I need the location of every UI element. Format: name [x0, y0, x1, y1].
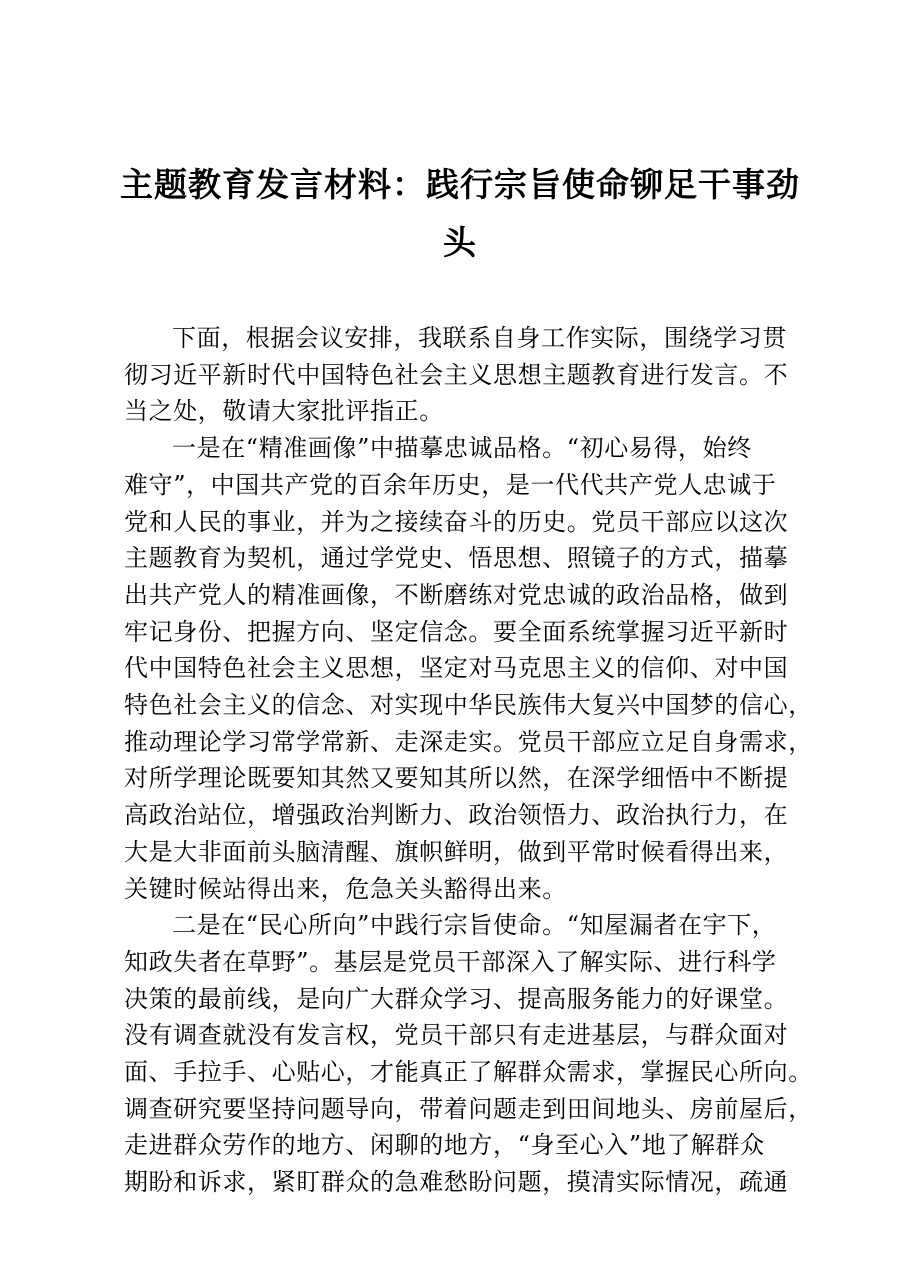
paragraph-line: 当之处，敬请大家批评指正。 — [124, 397, 444, 426]
paragraph-line: 走进群众劳作的地方、闲聊的地方，“身至心入”地了解群众 — [124, 1131, 765, 1160]
title-line: 头 — [443, 223, 477, 262]
paragraph-line: 面、手拉手、心贴心，才能真正了解群众需求，掌握民心所向。 — [124, 1058, 813, 1087]
paragraph-line: 关键时候站得出来，危急关头豁得出来。 — [124, 874, 567, 903]
paragraph-line: 对所学理论既要知其然又要知其所以然，在深学细悟中不断提 — [124, 764, 789, 793]
paragraph-point-one — [124, 430, 813, 907]
paragraph-intro — [124, 320, 804, 430]
paragraph-line: 主题教育为契机，通过学党史、悟思想、照镜子的方式，描摹 — [124, 544, 789, 573]
paragraph-line: 代中国特色社会主义思想，坚定对马克思主义的信仰、对中国 — [124, 654, 789, 683]
paragraph-line: 高政治站位，增强政治判断力、政治领悟力、政治执行力，在 — [124, 801, 789, 830]
paragraph-line: 彻习近平新时代中国特色社会主义思想主题教育进行发言。不 — [124, 360, 789, 389]
paragraph-line: 出共产党人的精准画像，不断磨练对党忠诚的政治品格，做到 — [124, 580, 789, 609]
paragraph-line: 推动理论学习常学常新、走深走实。党员干部应立足自身需求， — [124, 727, 813, 756]
paragraph-line: 一是在“精准画像”中描摹忠诚品格。“初心易得，始终 — [172, 434, 752, 463]
paragraph-line: 期盼和诉求，紧盯群众的急难愁盼问题，摸清实际情况，疏通 — [124, 1168, 789, 1197]
paragraph-line: 大是大非面前头脑清醒、旗帜鲜明，做到平常时候看得出来， — [124, 837, 789, 866]
paragraph-line: 下面，根据会议安排，我联系自身工作实际，围绕学习贯 — [172, 324, 787, 352]
paragraph-line: 知政失者在草野”。基层是党员干部深入了解实际、进行科学 — [124, 947, 777, 976]
paragraph-line: 没有调查就没有发言权，党员干部只有走进基层，与群众面对 — [124, 1021, 789, 1050]
paragraph-line: 决策的最前线，是向广大群众学习、提高服务能力的好课堂。 — [124, 984, 789, 1013]
paragraph-line: 牢记身份、把握方向、坚定信念。要全面系统掌握习近平新时 — [124, 617, 789, 646]
title-line: 主题教育发言材料：践行宗旨使命铆足干事劲 — [120, 165, 800, 204]
paragraph-line: 调查研究要坚持问题导向，带着问题走到田间地头、房前屋后， — [124, 1094, 813, 1123]
document-title — [110, 156, 810, 272]
paragraph-line: 特色社会主义的信念、对实现中华民族伟大复兴中国梦的信心， — [124, 691, 813, 720]
paragraph-point-two — [124, 907, 813, 1201]
paragraph-line: 难守”，中国共产党的百余年历史，是一代代共产党人忠诚于 — [124, 470, 777, 499]
document-body — [124, 320, 813, 1201]
paragraph-line: 二是在“民心所向”中践行宗旨使命。“知屋漏者在宇下， — [172, 911, 777, 940]
paragraph-line: 党和人民的事业，并为之接续奋斗的历史。党员干部应以这次 — [124, 507, 789, 536]
